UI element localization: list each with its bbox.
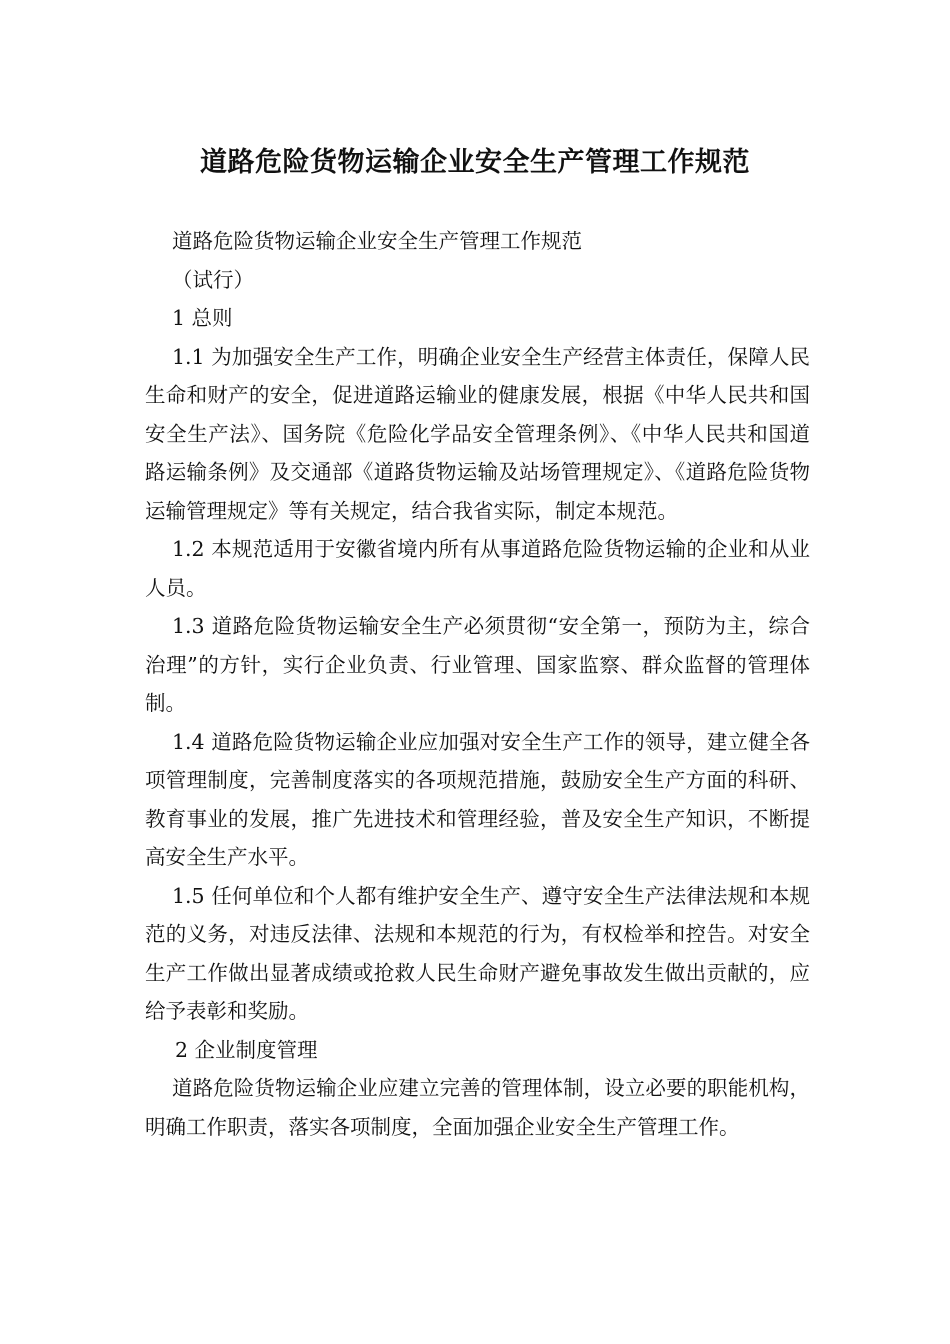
- clause-1-4: 1.4 道路危险货物运输企业应加强对安全生产工作的领导，建立健全各项管理制度，完善制度落实的各项规范措施，鼓励安全生产方面的科研、教育事业的发展，推广先进技术和管理经验，普及安全生产知识，不断提高安全生产水平。: [145, 729, 810, 869]
- document-title: 道路危险货物运输企业安全生产管理工作规范: [200, 147, 750, 178]
- clause-1-2: 1.2 本规范适用于安徽省境内所有从事道路危险货物运输的企业和从业人员。: [145, 537, 810, 600]
- trial-note: （试行）: [172, 267, 254, 292]
- clause-1-5: 1.5 任何单位和个人都有维护安全生产、遵守安全生产法律法规和本规范的义务，对违反法律、法规和本规范的行为，有权检举和控告。对安全生产工作做出显著成绩或抢救人民生命财产避免事故发生做出贡献的，应给予表彰和奖励。: [145, 883, 810, 1023]
- subtitle-paragraph: 道路危险货物运输企业安全生产管理工作规范: [172, 229, 582, 253]
- document-body: [145, 222, 810, 1146]
- section-heading-2: 2 企业制度管理: [175, 1037, 318, 1062]
- clause-1-3: 1.3 道路危险货物运输安全生产必须贯彻“安全第一，预防为主，综合治理”的方针，实行企业负责、行业管理、国家监察、群众监督的管理体制。: [145, 614, 810, 715]
- section-heading-1: 1 总则: [172, 306, 233, 330]
- clause-1-1: 1.1 为加强安全生产工作，明确企业安全生产经营主体责任，保障人民生命和财产的安全，促进道路运输业的健康发展，根据《中华人民共和国安全生产法》、国务院《危险化学品安全管理条例》、《中华人民共和国道路运输条例》及交通部《道路货物运输及站场管理规定》、《道路危险货物运输管理规定》等有关规定，结合我省实际，制定本规范。: [145, 344, 810, 523]
- section-2-paragraph: 道路危险货物运输企业应建立完善的管理体制，设立必要的职能机构，明确工作职责，落实各项制度，全面加强企业安全生产管理工作。: [145, 1076, 810, 1139]
